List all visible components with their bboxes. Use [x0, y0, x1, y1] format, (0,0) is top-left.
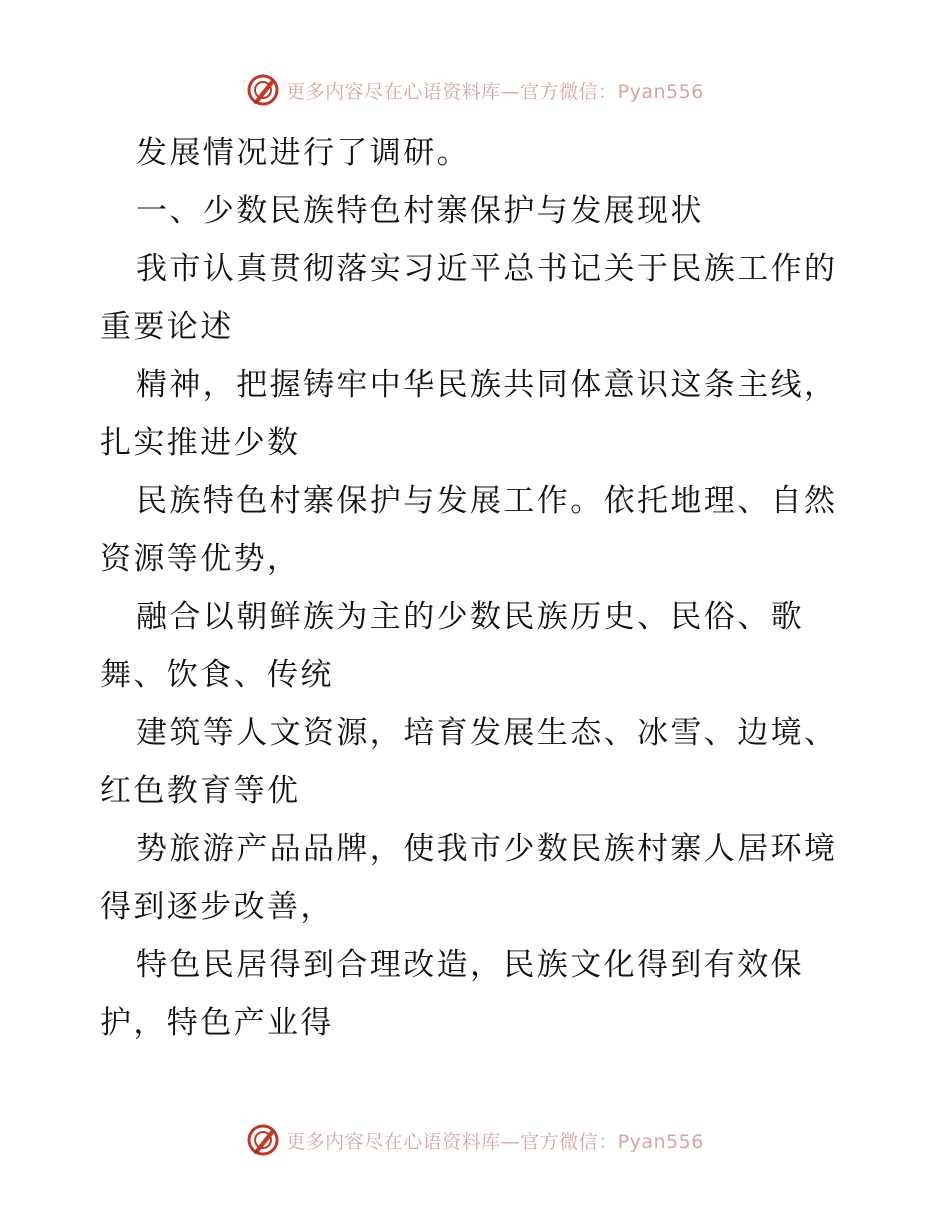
body-line: 我市认真贯彻落实习近平总书记关于民族工作的 — [136, 251, 838, 287]
body-line: 建筑等人文资源，培育发展生态、冰雪、边境、 — [136, 715, 838, 751]
footer-banner-inner — [246, 1123, 704, 1157]
section-heading: 一、少数民族特色村寨保护与发展现状 — [136, 193, 704, 229]
body-line: 精神，把握铸牢中华民族共同体意识这条主线， — [136, 367, 838, 403]
footer-banner-text: 更多内容尽在心语资料库—官方微信：Pyan556 — [286, 1130, 704, 1153]
body-line: 重要论述 — [100, 309, 234, 345]
pen-logo-icon — [246, 73, 280, 107]
footer-banner — [0, 1120, 950, 1160]
header-banner-text: 更多内容尽在心语资料库—官方微信：Pyan556 — [286, 80, 704, 103]
body-line: 民族特色村寨保护与发展工作。依托地理、自然 — [136, 483, 838, 519]
body-line: 融合以朝鲜族为主的少数民族历史、民俗、歌 — [136, 599, 804, 635]
document-body — [100, 124, 860, 1052]
body-line: 舞、饮食、传统 — [100, 657, 334, 693]
body-line: 势旅游产品品牌，使我市少数民族村寨人居环境 — [136, 831, 838, 867]
body-line: 得到逐步改善， — [100, 889, 334, 925]
header-banner — [0, 70, 950, 110]
body-line: 特色民居得到合理改造，民族文化得到有效保 — [136, 947, 804, 983]
body-line: 发展情况进行了调研。 — [136, 135, 470, 171]
body-line: 资源等优势， — [100, 541, 301, 577]
pen-logo-icon — [246, 1123, 280, 1157]
body-line: 护，特色产业得 — [100, 1005, 334, 1041]
body-line: 扎实推进少数 — [100, 425, 301, 461]
header-banner-inner — [246, 73, 704, 107]
body-line: 红色教育等优 — [100, 773, 301, 809]
